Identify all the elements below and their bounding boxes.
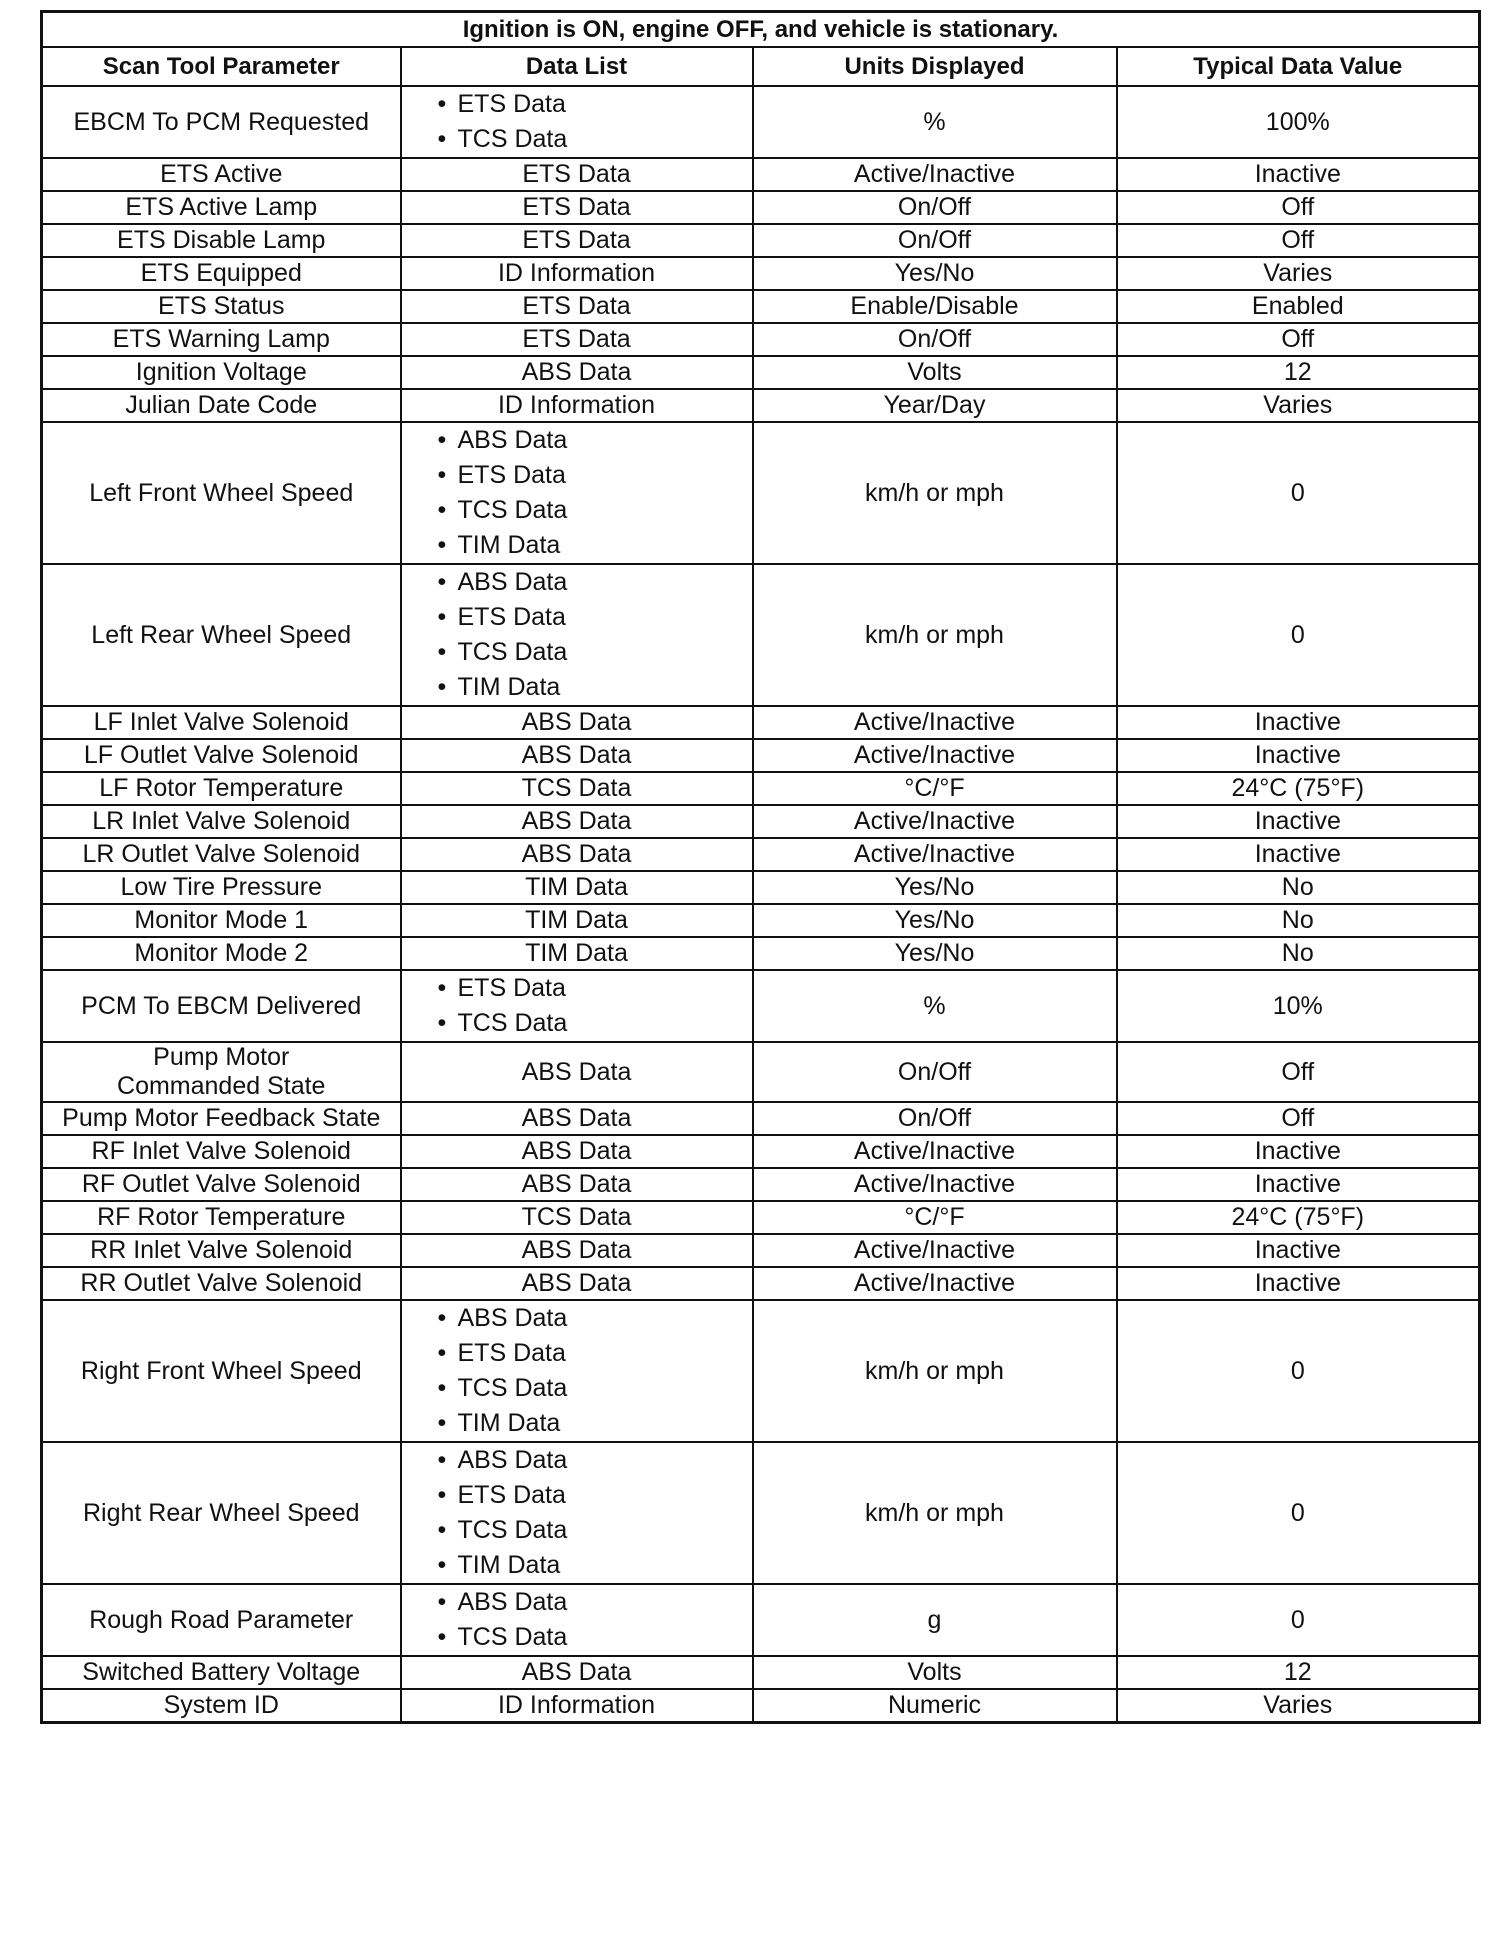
data-list-cell: ETS Data: [401, 224, 753, 257]
data-list-item: • ABS Data: [438, 565, 752, 600]
units-cell: On/Off: [753, 1102, 1117, 1135]
typical-value-cell: Enabled: [1117, 290, 1480, 323]
data-list-cell: ABS Data: [401, 1102, 753, 1135]
data-list-cell: [401, 1442, 753, 1584]
parameter-cell: [42, 970, 401, 1042]
parameter-cell: [42, 1135, 401, 1168]
units-cell: On/Off: [753, 191, 1117, 224]
parameter-name: Commanded State: [117, 1072, 326, 1100]
data-list-cell: TIM Data: [401, 871, 753, 904]
table-row: [42, 805, 1480, 838]
parameter-cell: [42, 1656, 401, 1689]
units-cell: Yes/No: [753, 937, 1117, 970]
typical-value-cell: Inactive: [1117, 158, 1480, 191]
parameter-name: ETS Warning Lamp: [112, 325, 330, 353]
table-row: [42, 970, 1480, 1042]
typical-value-cell: 0: [1117, 1300, 1480, 1442]
units-cell: Active/Inactive: [753, 838, 1117, 871]
units-cell: On/Off: [753, 323, 1117, 356]
units-cell: Yes/No: [753, 257, 1117, 290]
data-list-cell: [401, 564, 753, 706]
parameter-name: RR Inlet Valve Solenoid: [90, 1236, 353, 1264]
data-list-cell: ID Information: [401, 1689, 753, 1723]
table-row: [42, 1168, 1480, 1201]
data-list-cell: [401, 1584, 753, 1656]
table-title-row: [42, 12, 1480, 48]
parameter-cell: [42, 290, 401, 323]
data-list-item: • TCS Data: [438, 493, 752, 528]
data-list-cell: TCS Data: [401, 772, 753, 805]
typical-value-cell: 12: [1117, 356, 1480, 389]
parameter-name: LR Outlet Valve Solenoid: [82, 840, 360, 868]
data-list-cell: ABS Data: [401, 1267, 753, 1300]
parameter-name: RF Inlet Valve Solenoid: [91, 1137, 351, 1165]
typical-value-cell: 100%: [1117, 86, 1480, 158]
parameter-cell: [42, 564, 401, 706]
units-cell: km/h or mph: [753, 1300, 1117, 1442]
data-list-cell: ABS Data: [401, 1042, 753, 1102]
units-cell: Volts: [753, 356, 1117, 389]
parameter-cell: [42, 805, 401, 838]
parameter-cell: [42, 191, 401, 224]
parameter-name: PCM To EBCM Delivered: [81, 991, 362, 1020]
table-title: Ignition is ON, engine OFF, and vehicle is stationary.: [42, 12, 1480, 48]
data-list-item: • TCS Data: [438, 1513, 752, 1548]
units-cell: Numeric: [753, 1689, 1117, 1723]
typical-value-cell: Off: [1117, 224, 1480, 257]
typical-value-cell: Inactive: [1117, 1267, 1480, 1300]
table-row: [42, 323, 1480, 356]
table-row: [42, 224, 1480, 257]
parameter-cell: [42, 871, 401, 904]
typical-value-cell: Varies: [1117, 257, 1480, 290]
parameter-name: RR Outlet Valve Solenoid: [80, 1269, 363, 1297]
typical-value-cell: No: [1117, 937, 1480, 970]
parameter-cell: [42, 257, 401, 290]
parameter-name: Left Front Wheel Speed: [89, 478, 354, 507]
typical-value-cell: Inactive: [1117, 739, 1480, 772]
parameter-cell: [42, 158, 401, 191]
parameter-cell: [42, 772, 401, 805]
parameter-cell: [42, 224, 401, 257]
parameter-cell: [42, 356, 401, 389]
units-cell: km/h or mph: [753, 564, 1117, 706]
parameter-cell: [42, 937, 401, 970]
parameter-cell: [42, 1267, 401, 1300]
table-row: [42, 389, 1480, 422]
parameter-name: Monitor Mode 1: [134, 906, 309, 934]
table-row: [42, 86, 1480, 158]
parameter-cell: [42, 706, 401, 739]
parameter-name: LR Inlet Valve Solenoid: [92, 807, 351, 835]
parameter-name: Low Tire Pressure: [120, 873, 322, 901]
parameter-name: ETS Active Lamp: [125, 193, 318, 221]
header-scan-tool-parameter: Scan Tool Parameter: [42, 47, 401, 86]
data-list-item: • ABS Data: [438, 1585, 752, 1620]
typical-value-cell: 10%: [1117, 970, 1480, 1042]
data-list-item: • ETS Data: [438, 600, 752, 635]
data-list-item: • ETS Data: [438, 971, 752, 1006]
data-list-item: • ETS Data: [438, 87, 752, 122]
table-row: [42, 1689, 1480, 1723]
table-row: [42, 739, 1480, 772]
table-row: [42, 706, 1480, 739]
typical-value-cell: Inactive: [1117, 1234, 1480, 1267]
units-cell: Active/Inactive: [753, 739, 1117, 772]
data-list-cell: TIM Data: [401, 937, 753, 970]
table-row: [42, 1135, 1480, 1168]
parameter-cell: [42, 1300, 401, 1442]
data-list-cell: ETS Data: [401, 158, 753, 191]
typical-value-cell: Off: [1117, 1102, 1480, 1135]
table-row: [42, 158, 1480, 191]
typical-value-cell: Inactive: [1117, 838, 1480, 871]
data-list-cell: ABS Data: [401, 1168, 753, 1201]
units-cell: °C/°F: [753, 1201, 1117, 1234]
parameter-name: LF Inlet Valve Solenoid: [93, 708, 349, 736]
typical-value-cell: No: [1117, 871, 1480, 904]
data-list-cell: [401, 86, 753, 158]
parameter-name: ETS Equipped: [140, 259, 302, 287]
table-row: [42, 1234, 1480, 1267]
units-cell: g: [753, 1584, 1117, 1656]
parameter-name: Left Rear Wheel Speed: [91, 620, 352, 649]
units-cell: Enable/Disable: [753, 290, 1117, 323]
typical-value-cell: No: [1117, 904, 1480, 937]
data-list-item: • TIM Data: [438, 670, 752, 705]
table-row: [42, 1267, 1480, 1300]
units-cell: %: [753, 970, 1117, 1042]
data-list-cell: [401, 1300, 753, 1442]
units-cell: Active/Inactive: [753, 158, 1117, 191]
typical-value-cell: Varies: [1117, 389, 1480, 422]
data-list-cell: ABS Data: [401, 1234, 753, 1267]
typical-value-cell: Off: [1117, 191, 1480, 224]
typical-value-cell: Inactive: [1117, 1168, 1480, 1201]
data-list-item: • ABS Data: [438, 423, 752, 458]
units-cell: Active/Inactive: [753, 805, 1117, 838]
parameter-cell: [42, 1042, 401, 1102]
parameter-cell: [42, 422, 401, 564]
table-row: [42, 356, 1480, 389]
table-row: [42, 1584, 1480, 1656]
parameter-name: Ignition Voltage: [135, 358, 307, 386]
parameter-cell: [42, 1442, 401, 1584]
data-list-cell: ABS Data: [401, 805, 753, 838]
data-list-item: • TCS Data: [438, 122, 752, 157]
table-row: [42, 1300, 1480, 1442]
typical-value-cell: 0: [1117, 1584, 1480, 1656]
data-list-item: • ETS Data: [438, 1336, 752, 1371]
parameter-name: RF Rotor Temperature: [97, 1203, 346, 1231]
parameter-name: Rough Road Parameter: [89, 1605, 354, 1634]
data-list-cell: ABS Data: [401, 739, 753, 772]
parameter-name: Right Front Wheel Speed: [80, 1356, 362, 1385]
parameter-cell: [42, 323, 401, 356]
parameter-name: Switched Battery Voltage: [82, 1658, 361, 1686]
data-list-item: • TIM Data: [438, 1548, 752, 1583]
units-cell: Active/Inactive: [753, 1234, 1117, 1267]
typical-value-cell: 0: [1117, 564, 1480, 706]
data-list-item: • TIM Data: [438, 528, 752, 563]
parameter-name: Pump Motor: [153, 1043, 290, 1071]
parameter-name: Pump Motor Feedback State: [62, 1104, 381, 1132]
typical-value-cell: 0: [1117, 1442, 1480, 1584]
typical-value-cell: Varies: [1117, 1689, 1480, 1723]
units-cell: Active/Inactive: [753, 706, 1117, 739]
parameter-cell: [42, 904, 401, 937]
table-row: [42, 290, 1480, 323]
data-list-cell: ABS Data: [401, 356, 753, 389]
parameter-name: System ID: [163, 1691, 279, 1719]
data-list-cell: ETS Data: [401, 290, 753, 323]
units-cell: Volts: [753, 1656, 1117, 1689]
table-body: [42, 86, 1480, 1723]
parameter-cell: [42, 739, 401, 772]
typical-value-cell: Inactive: [1117, 805, 1480, 838]
parameter-cell: [42, 1201, 401, 1234]
typical-value-cell: Off: [1117, 1042, 1480, 1102]
units-cell: On/Off: [753, 224, 1117, 257]
parameter-name: Julian Date Code: [125, 391, 318, 419]
data-list-item: • TIM Data: [438, 1406, 752, 1441]
header-typical-data-value: Typical Data Value: [1117, 47, 1480, 86]
data-list-item: • ETS Data: [438, 1478, 752, 1513]
typical-value-cell: Off: [1117, 323, 1480, 356]
data-list-cell: ABS Data: [401, 1135, 753, 1168]
table-row: [42, 564, 1480, 706]
data-list-cell: ID Information: [401, 257, 753, 290]
table-row: [42, 1442, 1480, 1584]
data-list-item: • ABS Data: [438, 1301, 752, 1336]
parameter-name: EBCM To PCM Requested: [73, 107, 369, 136]
table-row: [42, 191, 1480, 224]
parameter-cell: [42, 1234, 401, 1267]
parameter-name: ETS Status: [158, 292, 285, 320]
data-list-cell: ABS Data: [401, 838, 753, 871]
data-list-cell: ID Information: [401, 389, 753, 422]
table-row: [42, 1656, 1480, 1689]
parameter-name: ETS Disable Lamp: [117, 226, 326, 254]
units-cell: km/h or mph: [753, 422, 1117, 564]
data-list-cell: ETS Data: [401, 323, 753, 356]
units-cell: Active/Inactive: [753, 1135, 1117, 1168]
units-cell: %: [753, 86, 1117, 158]
parameter-name: ETS Active: [160, 160, 283, 188]
typical-value-cell: 24°C (75°F): [1117, 1201, 1480, 1234]
data-list-cell: TIM Data: [401, 904, 753, 937]
parameter-name: Monitor Mode 2: [134, 939, 309, 967]
data-list-cell: ETS Data: [401, 191, 753, 224]
table-row: [42, 1201, 1480, 1234]
header-data-list: Data List: [401, 47, 753, 86]
parameter-cell: [42, 1102, 401, 1135]
table-row: [42, 1102, 1480, 1135]
units-cell: Active/Inactive: [753, 1168, 1117, 1201]
data-list-item: • ETS Data: [438, 458, 752, 493]
units-cell: km/h or mph: [753, 1442, 1117, 1584]
typical-value-cell: 0: [1117, 422, 1480, 564]
table-row: [42, 904, 1480, 937]
data-list-item: • TCS Data: [438, 1371, 752, 1406]
typical-value-cell: Inactive: [1117, 1135, 1480, 1168]
parameter-name: LF Outlet Valve Solenoid: [83, 741, 359, 769]
units-cell: Yes/No: [753, 871, 1117, 904]
parameter-name: Right Rear Wheel Speed: [82, 1498, 360, 1527]
data-list-cell: ABS Data: [401, 706, 753, 739]
parameter-cell: [42, 838, 401, 871]
data-list-cell: ABS Data: [401, 1656, 753, 1689]
parameter-cell: [42, 1584, 401, 1656]
table-row: [42, 1042, 1480, 1102]
table-row: [42, 871, 1480, 904]
typical-value-cell: Inactive: [1117, 706, 1480, 739]
table-row: [42, 937, 1480, 970]
parameter-cell: [42, 86, 401, 158]
typical-value-cell: 24°C (75°F): [1117, 772, 1480, 805]
table-row: [42, 422, 1480, 564]
table-row: [42, 838, 1480, 871]
data-list-item: • ABS Data: [438, 1443, 752, 1478]
scan-tool-data-table: [40, 10, 1481, 1724]
data-list-cell: [401, 422, 753, 564]
units-cell: °C/°F: [753, 772, 1117, 805]
typical-value-cell: 12: [1117, 1656, 1480, 1689]
units-cell: Active/Inactive: [753, 1267, 1117, 1300]
data-list-item: • TCS Data: [438, 635, 752, 670]
units-cell: Yes/No: [753, 904, 1117, 937]
column-header-row: [42, 47, 1480, 86]
data-list-cell: TCS Data: [401, 1201, 753, 1234]
header-units-displayed: Units Displayed: [753, 47, 1117, 86]
parameter-name: RF Outlet Valve Solenoid: [81, 1170, 361, 1198]
data-list-cell: [401, 970, 753, 1042]
parameter-cell: [42, 389, 401, 422]
table-row: [42, 772, 1480, 805]
data-list-item: • TCS Data: [438, 1006, 752, 1041]
units-cell: Year/Day: [753, 389, 1117, 422]
parameter-name: LF Rotor Temperature: [99, 774, 344, 802]
parameter-cell: [42, 1168, 401, 1201]
units-cell: On/Off: [753, 1042, 1117, 1102]
data-list-item: • TCS Data: [438, 1620, 752, 1655]
table-row: [42, 257, 1480, 290]
parameter-cell: [42, 1689, 401, 1723]
